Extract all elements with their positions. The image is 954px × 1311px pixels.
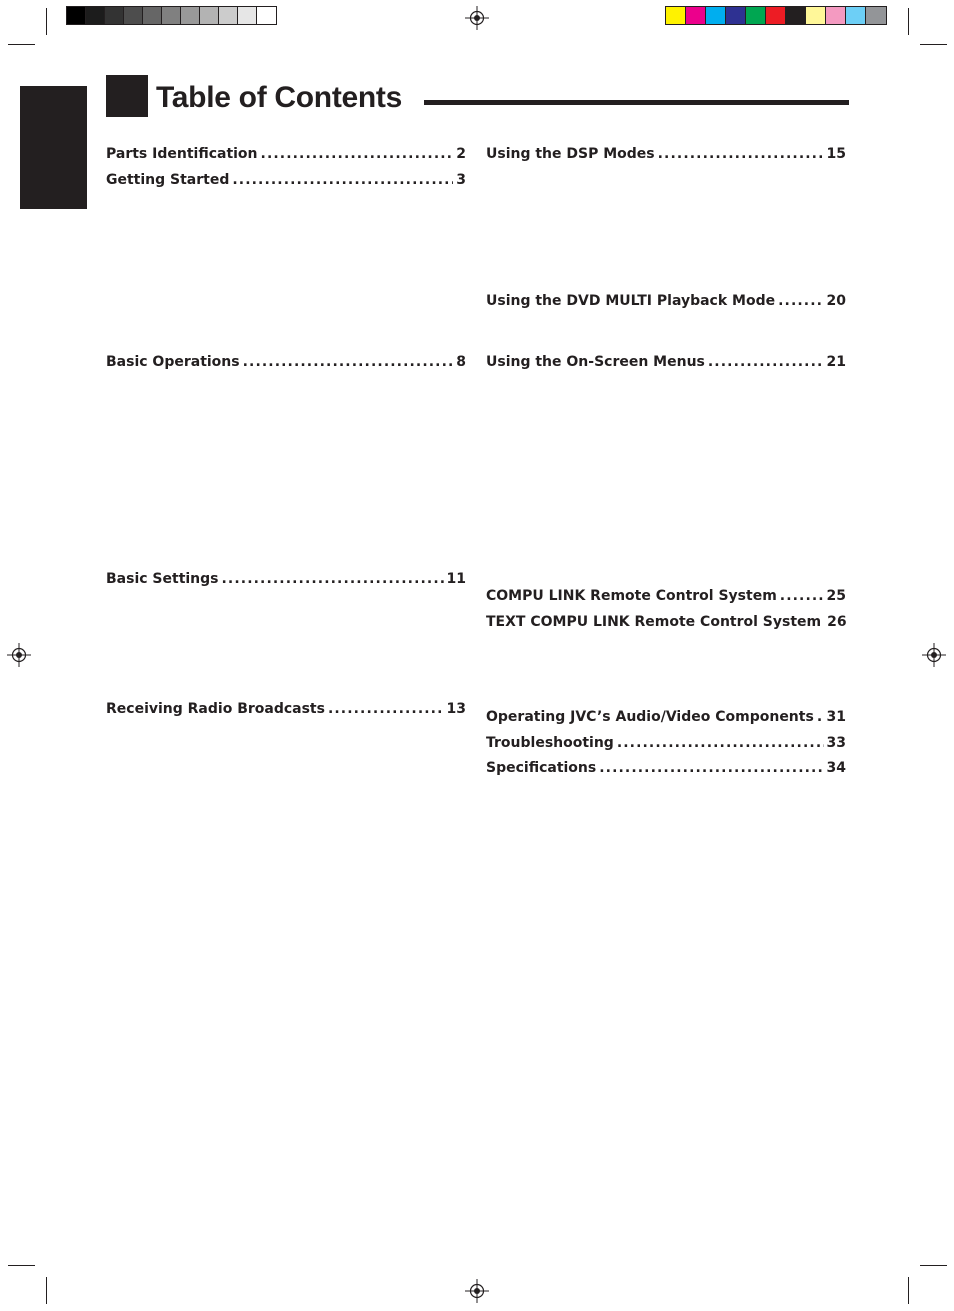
- crop-mark: [920, 1265, 947, 1266]
- chapter-side-tab: [20, 86, 87, 209]
- toc-entry-operating-jvc-components[interactable]: [486, 707, 846, 727]
- color-calibration-bar: [665, 6, 887, 25]
- gray-swatch: [162, 7, 181, 24]
- crop-mark: [46, 1277, 47, 1304]
- title-rule: [424, 100, 849, 105]
- toc-leader-dots: [222, 569, 444, 589]
- toc-page-number: 3: [456, 172, 466, 188]
- registration-mark-icon: [465, 1279, 489, 1303]
- gray-swatch: [200, 7, 219, 24]
- title-marker-block: [106, 75, 148, 117]
- registration-mark-icon: [7, 643, 31, 667]
- color-swatch: [806, 7, 826, 24]
- gray-swatch: [219, 7, 238, 24]
- toc-entry-receiving-radio-broadcasts[interactable]: [106, 699, 466, 719]
- toc-entry-label: Specifications: [486, 760, 597, 776]
- crop-mark: [920, 44, 947, 45]
- toc-entry-using-dsp-modes[interactable]: [486, 144, 846, 164]
- registration-mark-icon: [465, 6, 489, 30]
- toc-entry-text-compu-link[interactable]: [486, 612, 846, 632]
- toc-leader-dots: [261, 144, 454, 164]
- color-swatch: [866, 7, 886, 24]
- crop-mark: [908, 8, 909, 35]
- gray-swatch: [86, 7, 105, 24]
- toc-entry-label: Using the DVD MULTI Playback Mode: [486, 293, 776, 309]
- gray-swatch: [105, 7, 124, 24]
- toc-entry-label: Basic Settings: [106, 571, 219, 587]
- toc-entry-label: Operating JVC’s Audio/Video Components: [486, 709, 814, 725]
- gray-swatch: [257, 7, 276, 24]
- toc-entry-label: Basic Operations: [106, 354, 240, 370]
- toc-leader-dots: [599, 758, 823, 778]
- toc-page-number: 31: [826, 709, 846, 725]
- toc-page-number: 21: [826, 354, 846, 370]
- toc-entry-label: COMPU LINK Remote Control System: [486, 588, 777, 604]
- toc-entry-troubleshooting[interactable]: [486, 733, 846, 753]
- toc-page-number: 8: [456, 354, 466, 370]
- toc-leader-dots: [708, 352, 824, 372]
- registration-mark-icon: [922, 643, 946, 667]
- gray-swatch: [238, 7, 257, 24]
- toc-entry-label: Parts Identification: [106, 146, 258, 162]
- toc-entry-on-screen-menus[interactable]: [486, 352, 846, 372]
- toc-page-number: 26: [827, 614, 847, 630]
- page-title: Table of Contents: [156, 81, 403, 114]
- toc-entry-parts-identification[interactable]: [106, 144, 466, 164]
- toc-entry-compu-link[interactable]: [486, 586, 846, 606]
- toc-leader-dots: [243, 352, 454, 372]
- toc-entry-getting-started[interactable]: [106, 170, 466, 190]
- toc-page-number: 25: [826, 588, 846, 604]
- gray-swatch: [143, 7, 162, 24]
- crop-mark: [46, 8, 47, 35]
- color-swatch: [706, 7, 726, 24]
- toc-entry-basic-settings[interactable]: [106, 569, 466, 589]
- toc-entry-label: Using the DSP Modes: [486, 146, 655, 162]
- crop-mark: [908, 1277, 909, 1304]
- color-swatch: [846, 7, 866, 24]
- toc-entry-specifications[interactable]: [486, 758, 846, 778]
- toc-leader-dots: [778, 291, 823, 311]
- toc-leader-dots: [328, 699, 444, 719]
- toc-leader-dots: [232, 170, 453, 190]
- toc-entry-label: Receiving Radio Broadcasts: [106, 701, 325, 717]
- color-swatch: [766, 7, 786, 24]
- toc-page-number: 13: [446, 701, 466, 717]
- toc-leader-dots: [658, 144, 824, 164]
- toc-entry-dvd-multi-playback[interactable]: [486, 291, 846, 311]
- toc-entry-label: Using the On-Screen Menus: [486, 354, 705, 370]
- color-swatch: [726, 7, 746, 24]
- color-swatch: [826, 7, 846, 24]
- toc-leader-dots: [617, 733, 824, 753]
- toc-page-number: 11: [446, 571, 466, 587]
- toc-leader-dots: [817, 707, 824, 727]
- toc-page-number: 20: [826, 293, 846, 309]
- crop-mark: [8, 1265, 35, 1266]
- color-swatch: [686, 7, 706, 24]
- gray-swatch: [67, 7, 86, 24]
- color-swatch: [746, 7, 766, 24]
- toc-leader-dots: [780, 586, 824, 606]
- gray-swatch: [124, 7, 143, 24]
- color-swatch: [786, 7, 806, 24]
- toc-page-number: 34: [826, 760, 846, 776]
- toc-entry-basic-operations[interactable]: [106, 352, 466, 372]
- toc-page-number: 15: [826, 146, 846, 162]
- toc-page-number: 2: [456, 146, 466, 162]
- color-swatch: [666, 7, 686, 24]
- crop-mark: [8, 44, 35, 45]
- toc-entry-label: Getting Started: [106, 172, 230, 188]
- toc-entry-label: Troubleshooting: [486, 735, 614, 751]
- toc-entry-label: TEXT COMPU LINK Remote Control System: [486, 614, 822, 630]
- toc-page-number: 33: [826, 735, 846, 751]
- gray-swatch: [181, 7, 200, 24]
- grayscale-calibration-bar: [66, 6, 277, 25]
